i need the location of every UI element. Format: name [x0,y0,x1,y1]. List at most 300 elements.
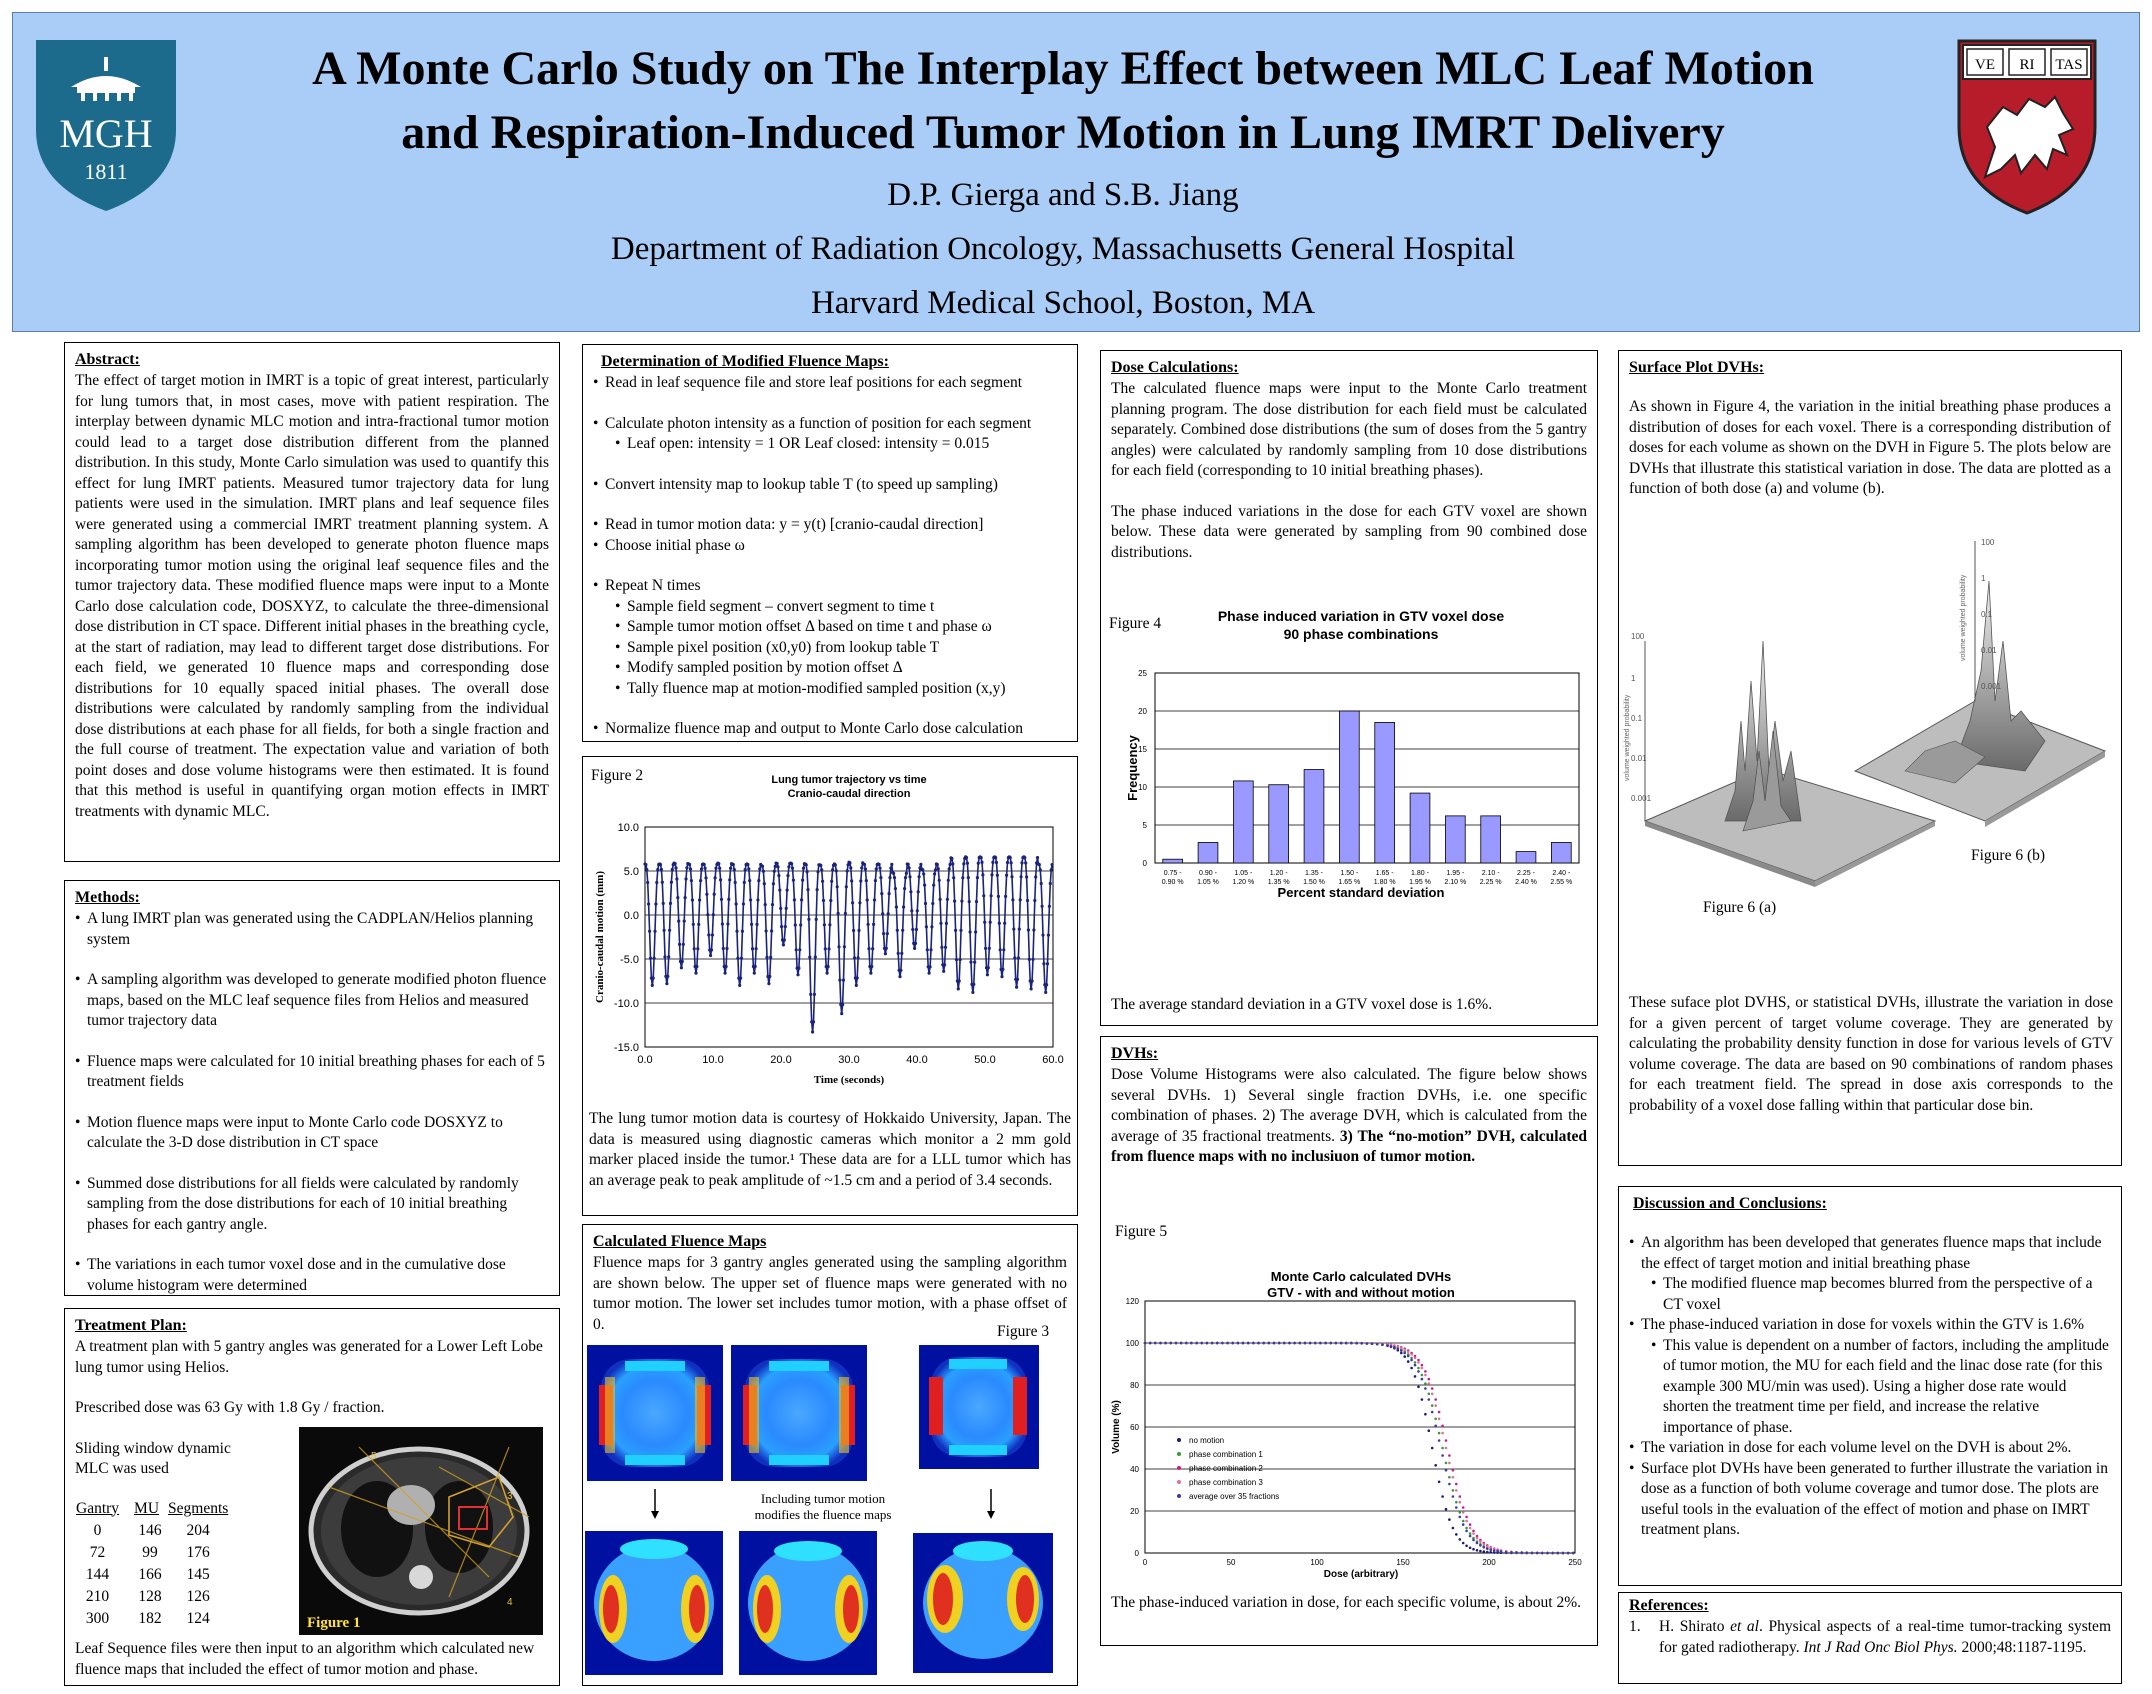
trajectory-point [893,876,896,879]
table-row: 210 128 126 [85,1587,210,1605]
trajectory-point [824,947,827,950]
trajectory-point [937,867,940,870]
dvh-point [1562,1552,1565,1555]
dvh-point [1483,1543,1486,1546]
dvh-point [1257,1342,1260,1345]
dvh-point [1164,1342,1167,1345]
trajectory-point [811,1030,814,1033]
trajectory-point [910,909,913,912]
x-tick-label: 1.80 % [1373,879,1396,886]
dvh-point [1479,1550,1482,1553]
trajectory-point [802,867,805,870]
dvh-point [1541,1552,1544,1555]
legend-entry: phase combination 2 [1189,1464,1263,1473]
trajectory-point [1015,986,1018,989]
dvh-point [1493,1549,1496,1552]
trajectory-point [659,863,662,866]
trajectory-point [799,923,802,926]
dvh-point [1476,1537,1479,1540]
trajectory-point [1027,928,1030,931]
dvh-point [1309,1342,1312,1345]
trajectory-point [867,947,870,950]
trajectory-point [929,948,932,951]
trajectory-point [738,984,741,987]
trajectory-point [676,896,679,899]
trajectory-point [950,857,953,860]
y-tick-label: 5 [1142,821,1147,830]
trajectory-point [931,902,934,905]
calc-fluence-heading: Calculated Fluence Maps [593,1233,767,1250]
svg-text:0.1: 0.1 [1981,610,1993,619]
dvh-point [1335,1342,1338,1345]
trajectory-point [830,880,833,883]
trajectory-point [859,879,862,882]
trajectory-point [765,929,768,932]
methods-item: • Motion fluence maps were input to Monte Carlo code DOSXYZ to calculate the 3-D dose distribution in CT space [75,1113,549,1154]
chart-title: Phase induced variation in GTV voxel dose [1217,608,1505,624]
x-tick-label: 1.65 % [1338,879,1361,886]
trajectory-point [959,929,962,932]
y-axis-label: Frequency [1125,735,1140,801]
trajectory-point [999,948,1002,951]
dvh-point [1459,1511,1462,1514]
trajectory-point [776,865,779,868]
trajectory-point [764,903,767,906]
trajectory-point [728,878,731,881]
trajectory-point [945,922,948,925]
trajectory-point [812,1020,815,1023]
trajectory-point [822,899,825,902]
dvh-point [1226,1342,1229,1345]
trajectory-point [790,862,793,865]
dvh-point [1424,1413,1427,1416]
trajectory-point [829,899,832,902]
trajectory-point [780,925,783,928]
treatment-plan-section [64,1308,560,1686]
trajectory-point [1039,868,1042,871]
trajectory-point [1001,968,1004,971]
fluence-step-item: • Sample pixel position (x0,y0) from lookup table T [593,638,1067,659]
trajectory-point [960,900,963,903]
table-header: Gantry [76,1499,120,1517]
trajectory-point [929,965,932,968]
trajectory-point [930,925,933,928]
trajectory-point [683,920,686,923]
dvh-point [1445,1439,1448,1442]
dvh-point [1476,1549,1479,1552]
dvh-point [1393,1346,1396,1349]
dvh-point [1355,1342,1358,1345]
trajectory-point [768,975,771,978]
dvh-point [1417,1359,1420,1362]
dvh-point [1445,1469,1448,1472]
trajectory-point [774,865,777,868]
trajectory-point [741,930,744,933]
figure3-label: Figure 3 [997,1323,1050,1340]
trajectory-point [880,892,883,895]
trajectory-point [974,930,977,933]
trajectory-point [860,866,863,869]
trajectory-point [1018,928,1021,931]
trajectory-point [961,876,964,879]
trajectory-point [748,879,751,882]
trajectory-point [750,923,753,926]
x-tick-label: 1.65 - [1375,870,1394,877]
svg-text:1: 1 [1981,574,1986,583]
trajectory-point [765,956,768,959]
trajectory-point [959,958,962,961]
trajectory-point [754,965,757,968]
trajectory-point [792,879,795,882]
dvh-point [1417,1386,1420,1389]
trajectory-point [744,868,747,871]
trajectory-point [907,863,910,866]
fluence-step-item: • Read in tumor motion data: y = y(t) [cranio-caudal direction] [593,515,1067,536]
trajectory-point [685,866,688,869]
trajectory-point [988,947,991,950]
treatment-p1: A treatment plan with 5 gantry angles was generated for a Lower Left Lobe lung tumor using Helios. [75,1338,543,1376]
chart-subtitle: 90 phase combinations [1283,626,1439,642]
trajectory-point [1041,934,1044,937]
trajectory-point [884,952,887,955]
trajectory-point [995,861,998,864]
bar [1481,816,1501,863]
x-tick-label: 1.20 - [1269,870,1288,877]
dvh-point [1486,1547,1489,1550]
legend-marker [1177,1452,1181,1456]
x-axis-label: Time (seconds) [813,1074,885,1086]
dvh-point [1476,1542,1479,1545]
dvh-point [1345,1342,1348,1345]
trajectory-point [666,975,669,978]
trajectory-point [843,945,846,948]
svg-text:5: 5 [371,1451,377,1462]
dvh-point [1459,1516,1462,1519]
trajectory-point [1019,898,1022,901]
trajectory-point [770,929,773,932]
x-tick-label: 2.55 % [1550,879,1573,886]
svg-text:1: 1 [1631,674,1636,683]
dvh-point [1421,1378,1424,1381]
trajectory-point [1012,928,1015,931]
trajectory-point [807,918,810,921]
trajectory-point [1046,962,1049,965]
trajectory-point [975,900,978,903]
legend-entry: no motion [1189,1436,1225,1445]
trajectory-point [908,866,911,869]
y-tick-label: 20 [1130,1507,1139,1516]
dvh-point [1170,1342,1173,1345]
y-axis-label: Cranio-caudal motion (mm) [594,871,606,1003]
trajectory-point [845,885,848,888]
trajectory-point [838,979,841,982]
x-tick-label: 2.25 - [1517,870,1535,877]
dvh-point [1431,1404,1434,1407]
tumor-trajectory-chart [583,757,1079,1117]
dvh-point [1567,1552,1570,1555]
dvh-point [1371,1342,1374,1345]
dvh-point [1175,1342,1178,1345]
trajectory-point [680,966,683,969]
trajectory-point [654,902,657,905]
trajectory-point [796,973,799,976]
trajectory-point [962,862,965,865]
dvh-point [1452,1527,1455,1530]
x-tick-label: 0.90 % [1161,879,1184,886]
trajectory-point [733,868,736,871]
dvhs-text-bold: 3) The “no-motion” DVH, calculated from fluence maps with no inclusiuon of tumor motion. [1111,1127,1588,1165]
fluence-step-item: • Read in leaf sequence file and store leaf positions for each segment [593,373,1067,394]
dvh-point [1237,1342,1240,1345]
trajectory-point [953,900,956,903]
chart-title: Monte Carlo calculated DVHs [1270,1269,1452,1284]
table-row: 300 182 124 [85,1609,210,1627]
dvh-point [1472,1532,1475,1535]
y-tick-label: 10.0 [617,822,639,834]
trajectory-point [785,907,788,910]
dvh-point [1410,1353,1413,1356]
fluence-map-upper-2 [731,1345,867,1481]
dvh-point [1459,1495,1462,1498]
trajectory-point [800,898,803,901]
trajectory-point [739,977,742,980]
trajectory-point [878,863,881,866]
dvh-point [1431,1447,1434,1450]
bar [1163,859,1183,863]
trajectory-point [881,912,884,915]
trajectory-point [878,867,881,870]
figure2-section [582,756,1078,1216]
dvh-point [1421,1374,1424,1377]
dvh-point [1417,1370,1420,1373]
trajectory-point [831,868,834,871]
x-tick-label: 0 [1142,1558,1148,1567]
y-tick-label: 0 [1134,1549,1139,1558]
trajectory-point [665,982,668,985]
dvh-point [1304,1342,1307,1345]
trajectory-point [729,867,732,870]
trajectory-point [888,876,891,879]
methods-list [75,909,549,1296]
trajectory-point [926,948,929,951]
dvh-point [1462,1506,1465,1509]
dvh-point [1159,1342,1162,1345]
dvh-point [1452,1489,1455,1492]
trajectory-point [895,905,898,908]
dvh-point [1330,1342,1333,1345]
x-tick-label: 20.0 [770,1054,792,1066]
trajectory-point [719,878,722,881]
trajectory-point [656,868,659,871]
trajectory-point [806,888,809,891]
trajectory-point [1010,861,1013,864]
trajectory-point [1040,882,1043,885]
trajectory-point [947,879,950,882]
x-tick-label: 1.95 - [1446,870,1465,877]
trajectory-point [669,902,672,905]
figure2-caption: The lung tumor motion data is courtesy of Hokkaido University, Japan. The data is measured using diagnostic cameras which monitor a 2 mm gold marker placed inside the tumor.¹ These data are for a LLL tumor which has an average peak to peak amplitude of ~1.5 cm and a period of 3.4 seconds. [589,1110,1071,1189]
dvh-point [1441,1432,1444,1435]
dvh-point [1452,1476,1455,1479]
discussion-item: • The variation in dose for each volume level on the DVH is about 2%. [1629,1438,2111,1459]
dvh-point [1376,1343,1379,1346]
bar [1304,770,1324,863]
dvh-point [1340,1342,1343,1345]
trajectory-point [734,881,737,884]
trajectory-point [922,872,925,875]
fluence-step-item: • Sample tumor motion offset Δ based on time t and phase ω [593,617,1067,638]
x-tick-label: 2.10 % [1444,879,1467,886]
dvh-point [1465,1516,1468,1519]
trajectory-point [773,870,776,873]
methods-section [64,880,560,1296]
trajectory-point [908,875,911,878]
trajectory-point [703,863,706,866]
dvh-point [1438,1411,1441,1414]
trajectory-point [682,943,685,946]
x-tick-label: 1.20 % [1232,879,1255,886]
fluence-step-item: • Sample field segment – convert segment to time t [593,597,1067,618]
trajectory-point [874,879,877,882]
fluence-step-item: • Repeat N times [593,576,1067,597]
fluence-step-item: • Normalize fluence map and output to Monte Carlo dose calculation [593,719,1067,740]
trajectory-point [813,993,816,996]
trajectory-point [827,965,830,968]
trajectory-point [835,869,838,872]
trajectory-point [1017,956,1020,959]
down-arrow-icon [987,1511,995,1519]
trajectory-point [823,923,826,926]
fluence-step-item: • Choose initial phase ω [593,536,1067,557]
trajectory-point [717,862,720,865]
trajectory-point [933,872,936,875]
x-tick-label: 30.0 [838,1054,860,1066]
dvh-point [1201,1342,1204,1345]
trajectory-point [762,870,765,873]
trajectory-point [651,984,654,987]
trajectory-point [900,952,903,955]
dvh-point [1455,1533,1458,1536]
dvh-point [1381,1343,1384,1346]
dvh-point [1247,1342,1250,1345]
dvh-point [1546,1552,1549,1555]
plot-frame [1155,673,1579,863]
trajectory-point [746,863,749,866]
dvh-point [1472,1539,1475,1542]
y-axis-label: Volume (%) [1111,1400,1122,1454]
x-tick-label: 50.0 [974,1054,996,1066]
poster-authors: D.P. Gierga and S.B. Jiang [887,177,1239,213]
trajectory-point [869,972,872,975]
dvh-point [1452,1495,1455,1498]
y-tick-label: 25 [1138,669,1147,678]
bar [1516,852,1536,863]
trajectory-point [982,894,985,897]
trajectory-point [660,868,663,871]
trajectory-point [700,867,703,870]
discussion-item: • The phase-induced variation in dose for voxels within the GTV is 1.6% [1629,1315,2111,1336]
trajectory-point [798,948,801,951]
x-tick-label: 100 [1310,1558,1324,1567]
trajectory-point [885,947,888,950]
trajectory-point [954,929,957,932]
harvard-shield-logo [1955,37,2099,217]
dvh-point [1531,1552,1534,1555]
trajectory-point [718,867,721,870]
trajectory-point [1036,856,1039,859]
figure6a-label: Figure 6 (a) [1703,899,1777,916]
trajectory-point [894,887,897,890]
y-tick-label: 15 [1138,745,1147,754]
dvh-point [1434,1464,1437,1467]
harvard-logo-text-tas: TAS [2055,57,2083,73]
dvh-point [1448,1462,1451,1465]
fluence-step-item: • Tally fluence map at motion-modified sampled position (x,y) [593,679,1067,700]
trajectory-point [879,876,882,879]
trajectory-point [958,979,961,982]
trajectory-point [698,898,701,901]
gantry-table [75,1498,229,1630]
trajectory-point [980,861,983,864]
trajectory-point [896,929,899,932]
trajectory-point [1025,875,1028,878]
dvh-point [1400,1352,1403,1355]
trajectory-point [890,863,893,866]
trajectory-point [711,933,714,936]
dvh-point [1445,1462,1448,1465]
trajectory-point [797,967,800,970]
references-section [1618,1592,2122,1684]
y-tick-label: 80 [1130,1381,1139,1390]
trajectory-point [787,865,790,868]
fluence-map-upper-3 [919,1345,1039,1469]
trajectory-point [743,881,746,884]
trajectory-point [732,863,735,866]
dvh-point [1441,1454,1444,1457]
trajectory-point [997,895,1000,898]
fluence-step-item: • Leaf open: intensity = 1 OR Leaf closed: intensity = 0.015 [593,434,1067,455]
trajectory-point [808,956,811,959]
y-tick-label: -5.0 [620,954,639,966]
svg-text:0.01: 0.01 [1631,754,1647,763]
trajectory-point [1038,863,1041,866]
dvh-point [1421,1364,1424,1367]
dvh-point [1410,1359,1413,1362]
trajectory-point [980,856,983,859]
trajectory-point [899,969,902,972]
dvh-point [1414,1361,1417,1364]
trajectory-point [645,868,648,871]
trajectory-point [814,956,817,959]
trajectory-point [977,862,980,865]
legend-marker [1177,1466,1181,1470]
references-heading: References: [1629,1597,1709,1614]
trajectory-point [736,957,739,960]
dvh-point [1319,1342,1322,1345]
dvh-point [1428,1429,1431,1432]
trajectory-point [751,947,754,950]
trajectory-point [725,947,728,950]
dvh-point [1195,1342,1198,1345]
dvh-point [1434,1398,1437,1401]
phase-variation-bar-chart [1101,607,1599,947]
fluence-map-lower-1 [585,1531,723,1675]
trajectory-point [1042,962,1045,965]
treatment-heading: Treatment Plan: [75,1317,187,1334]
x-tick-label: 2.40 - [1552,870,1571,877]
fluence-step-item: • Convert intensity map to lookup table T (to speed up sampling) [593,475,1067,496]
surface-p2: These suface plot DVHS, or statistical DVHs, illustrate the variation in dose for a given percent of target volume coverage. They are generated by calculating the probability density function in dose for various levels of GTV volume coverage. The data are based on 90 combinations of random phases for each treatment field. The spread in dose axis corresponds to the probability of a voxel dose falling within that particular dose bin. [1629,994,2113,1114]
